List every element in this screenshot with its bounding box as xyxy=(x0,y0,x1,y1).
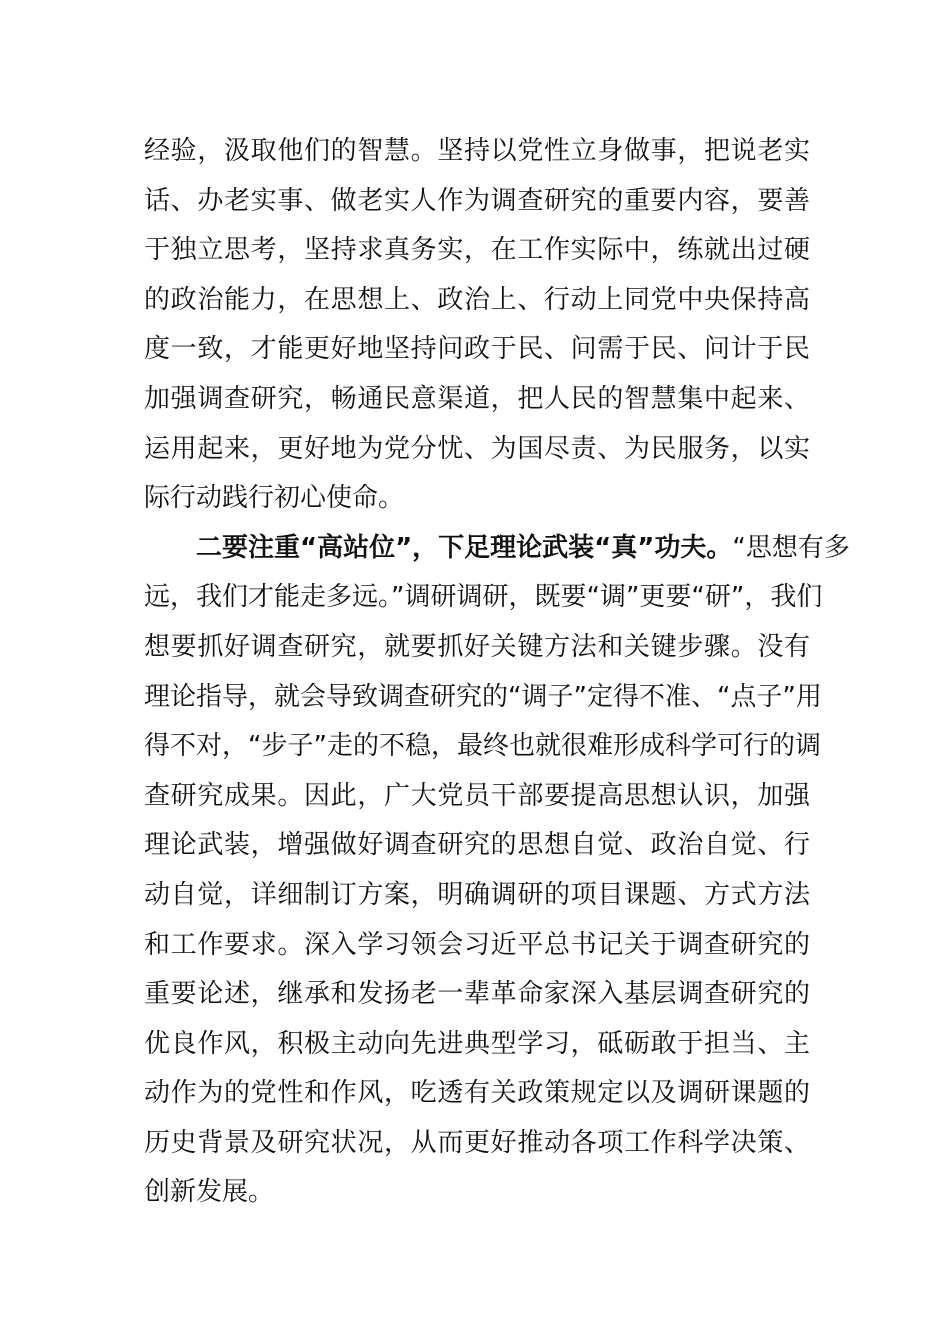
text-line: 度一致，才能更好地坚持问政于民、问需于民、问计于民 xyxy=(144,334,810,365)
text-line: 优良作风，积极主动向先进典型学习，砥砺敢于担当、主 xyxy=(144,1028,810,1059)
text-line: 动自觉，详细制订方案，明确调研的项目课题、方式方法 xyxy=(144,879,810,910)
paragraph-1 xyxy=(144,127,810,524)
text-line: 远，我们才能走多远。”调研调研，既要“调”更要“研”，我们 xyxy=(144,582,823,613)
text-line: 创新发展。 xyxy=(144,1177,275,1208)
text-line: 和工作要求。深入学习领会习近平总书记关于调查研究的 xyxy=(144,929,810,960)
text-line: 际行动践行初心使命。 xyxy=(144,483,405,514)
section-heading: 二要注重“高站位”，下足理论武装“真”功夫。 xyxy=(196,532,733,563)
text-line: 动作为的党性和作风，吃透有关政策规定以及调研课题的 xyxy=(144,1078,810,1109)
text-line-first xyxy=(144,524,850,574)
text-line: 重要论述，继承和发扬老一辈革命家深入基层调查研究的 xyxy=(144,979,810,1010)
text-line: 话、办老实事、做老实人作为调查研究的重要内容，要善 xyxy=(144,185,810,216)
text-line: 理论指导，就会导致调查研究的“调子”定得不准、“点子”用 xyxy=(144,681,822,712)
body-text xyxy=(144,127,850,1218)
heading-continuation: “思想有多 xyxy=(732,532,850,563)
paragraph-2 xyxy=(144,524,850,1218)
text-line: 运用起来，更好地为党分忧、为国尽责、为民服务，以实 xyxy=(144,433,810,464)
text-line: 想要抓好调查研究，就要抓好关键方法和关键步骤。没有 xyxy=(144,631,810,662)
text-line: 于独立思考，坚持求真务实，在工作实际中，练就出过硬 xyxy=(144,235,810,266)
text-line: 经验，汲取他们的智慧。坚持以党性立身做事，把说老实 xyxy=(144,136,810,166)
text-line: 的政治能力，在思想上、政治上、行动上同党中央保持高 xyxy=(144,284,810,315)
text-line: 历史背景及研究状况，从而更好推动各项工作科学决策、 xyxy=(144,1127,810,1158)
text-line: 理论武装，增强做好调查研究的思想自觉、政治自觉、行 xyxy=(144,830,810,861)
text-line: 得不对，“步子”走的不稳，最终也就很难形成科学可行的调 xyxy=(144,731,821,762)
text-line: 加强调查研究，畅通民意渠道，把人民的智慧集中起来、 xyxy=(144,383,810,414)
text-line: 查研究成果。因此，广大党员干部要提高思想认识，加强 xyxy=(144,780,810,811)
